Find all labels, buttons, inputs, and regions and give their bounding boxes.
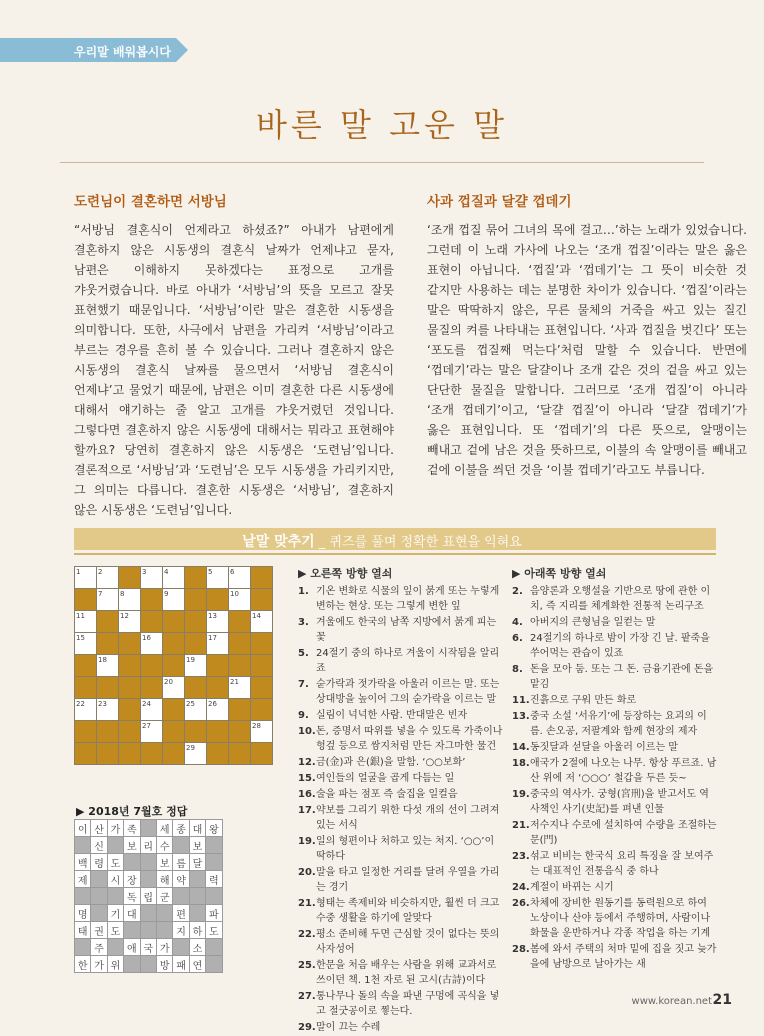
grid-block — [185, 589, 207, 611]
clue-number: 17. — [298, 805, 316, 816]
grid-cell[interactable]: 22 — [75, 699, 97, 721]
answer-cell: 가 — [91, 956, 107, 973]
clue-item — [512, 818, 718, 848]
article-right-body: ‘조개 껍질 묶어 그녀의 목에 걸고…’하는 노래가 있었습니다. 그런데 이 노래 가사에 나오는 ‘조개 껍질’이라는 말은 옳은 표현이 아닙니다. ‘껍질’과 ‘껍데기’는 그 뜻이 비슷한 것 같지만 사용하는 데는 분명한 차이가 있습니다. ‘껍질’이라는 말은 딱딱하지 않은, 무른 물체의 거죽을 싸고 있는 질긴 물질의 켜를 나타내는 표현입니다. ‘사과 껍질을 벗긴다’ 또는 ‘포도를 껍질째 먹는다’처럼 말할 수 있습니다. 반면에 ‘껍데기’라는 말은 달걀이나 조개 같은 것의 겉을 싸고 있는 단단한 물질을 말합니다. 그러므로 ‘조개 껍질’이 아니라 ‘조개 껍데기’이고, ‘달걀 껍질’이 아니라 ‘달걀 껍데기’가 옳은 표현입니다. 또 ‘껍데기’의 다른 뜻으로, 알맹이는 빼내고 겉에 남은 것을 뜻하므로, 이불의 속 알맹이를 빼내고 겉에 이불을 씌던 것을 ‘이불 껍데기’라고도 부릅니다. — [427, 223, 747, 477]
clue-text: 중국의 역사가. 궁형(宮刑)을 받고서도 역사책인 사기(史記)를 펴낸 인물 — [530, 789, 709, 815]
answer-title: ▶ 2018년 7월호 정답 — [76, 805, 188, 818]
clue-item — [512, 631, 718, 661]
answer-cell: 도 — [206, 922, 222, 939]
answer-cell: 종 — [173, 820, 189, 837]
clue-text: 금(金)과 은(銀)을 말함. ‘○○보화’ — [316, 757, 466, 768]
answer-cell: 수 — [156, 837, 172, 854]
article-right-heading: 사과 껍질과 달걀 껍데기 — [427, 194, 572, 210]
answer-cell — [173, 939, 189, 956]
answer-cell: 족 — [124, 820, 140, 837]
answer-cell — [140, 905, 156, 922]
clue-text: 실림이 넉넉한 사람. 반대말은 빈자 — [316, 710, 468, 721]
answer-cell — [206, 939, 222, 956]
grid-block — [119, 677, 141, 699]
grid-block — [119, 721, 141, 743]
grid-block — [163, 655, 185, 677]
grid-cell[interactable]: 27 — [141, 721, 163, 743]
answer-cell — [140, 956, 156, 973]
answer-cell: 독 — [124, 888, 140, 905]
answer-cell: 대 — [189, 820, 205, 837]
clue-text: 중국 소설 ‘서유기’에 등장하는 요괴의 이름. 손오공, 저팔계와 함께 현장의 제자 — [530, 711, 707, 737]
answer-cell: 시 — [107, 871, 123, 888]
answer-cell: 도 — [107, 922, 123, 939]
grid-block — [251, 743, 273, 765]
grid-block — [251, 677, 273, 699]
clue-item — [298, 989, 504, 1019]
grid-cell[interactable]: 5 — [207, 567, 229, 589]
grid-block — [207, 743, 229, 765]
article-right — [427, 190, 747, 480]
clue-item — [298, 958, 504, 988]
answer-cell — [156, 905, 172, 922]
clue-text: 저수지나 수로에 설치하여 수량을 조절하는 문(門) — [530, 820, 717, 846]
clue-number: 14. — [512, 742, 530, 753]
grid-cell[interactable]: 4 — [163, 567, 185, 589]
grid-cell[interactable]: 2 — [97, 567, 119, 589]
clue-text: 한문을 처음 배우는 사람을 위해 교과서로 쓰이던 책. 1천 자로 된 고시(古詩)이다 — [316, 960, 497, 986]
grid-cell[interactable]: 19 — [185, 655, 207, 677]
clue-item — [512, 584, 718, 614]
grid-block — [251, 567, 273, 589]
clue-text: 24절기 중의 하나로 겨울이 시작됨을 알리죠 — [316, 648, 500, 674]
grid-block — [229, 743, 251, 765]
clue-item — [298, 834, 504, 864]
grid-cell[interactable]: 23 — [97, 699, 119, 721]
clue-text: 아버지의 큰형님을 일컫는 말 — [530, 617, 656, 628]
answer-cell — [124, 854, 140, 871]
answer-cell: 해 — [156, 871, 172, 888]
clue-text: 동짓달과 섣달을 아울러 이르는 말 — [530, 742, 678, 753]
answer-cell — [189, 871, 205, 888]
grid-block — [141, 677, 163, 699]
clue-text: 술을 파는 점포 즉 술집을 일컬음 — [316, 789, 458, 800]
clue-text: 24절기의 하나로 밤이 가장 긴 날. 팥죽을 쑤어먹는 관습이 있죠 — [530, 633, 710, 659]
answer-cell — [75, 939, 91, 956]
grid-cell[interactable]: 16 — [141, 633, 163, 655]
grid-cell[interactable]: 29 — [185, 743, 207, 765]
clue-text: 평소 준비해 두면 근심할 것이 없다는 뜻의 사자성어 — [316, 929, 500, 955]
across-clues — [298, 566, 504, 1036]
grid-block — [229, 721, 251, 743]
answer-cell: 편 — [173, 905, 189, 922]
answer-cell: 약 — [173, 871, 189, 888]
grid-block — [185, 721, 207, 743]
answer-cell — [189, 888, 205, 905]
answer-cell: 대 — [124, 905, 140, 922]
grid-block — [163, 699, 185, 721]
clue-number: 13. — [512, 711, 530, 722]
grid-block — [185, 567, 207, 589]
section-tag: 우리말 배워봅시다 — [74, 45, 171, 59]
quiz-title: 낱말 맞추기 — [242, 534, 315, 550]
answer-cell: 국 — [140, 939, 156, 956]
clue-number: 29. — [298, 1022, 316, 1033]
answer-cell — [156, 922, 172, 939]
answer-cell: 보 — [156, 854, 172, 871]
answer-cell: 하 — [189, 922, 205, 939]
grid-block — [251, 633, 273, 655]
clue-item — [298, 724, 504, 754]
clue-item — [298, 615, 504, 645]
clue-text: 애국가 2절에 나오는 나무. 항상 푸르죠. 남산 위에 저 ‘○○○’ 철갑을 두른 듯~ — [530, 758, 717, 784]
grid-block — [97, 721, 119, 743]
grid-block — [229, 633, 251, 655]
grid-block — [75, 721, 97, 743]
clue-number: 28. — [512, 944, 530, 955]
grid-cell[interactable]: 10 — [229, 589, 251, 611]
grid-cell[interactable]: 26 — [207, 699, 229, 721]
article-left-heading: 도련님이 결혼하면 서방님 — [74, 194, 227, 210]
clue-item — [298, 677, 504, 707]
answer-cell — [91, 905, 107, 922]
grid-block — [163, 633, 185, 655]
article-left-body: “서방님 결혼식이 언제라고 하셨죠?” 아내가 남편에게 결혼하지 않은 시동생의 결혼식 날짜가 언제냐고 묻자, 남편은 이해하지 못하겠다는 표정으로 고개를 갸웃거렸습니다. 바로 아내가 ‘서방님’의 뜻을 모르고 잘못 표현했기 때문입니다. ‘서방님’이란 말은 결혼한 시동생을 의미합니다. 또한, 사극에서 남편을 가리켜 ‘서방님’이라고 부르는 경우를 흔히 볼 수 있습니다. 그러나 결혼하지 않은 시동생의 결혼식 날짜를 물으면서 ‘서방님 결혼식이 언제냐’고 물었기 때문에, 남편은 이미 결혼한 다른 시동생에 대해서 얘기하는 줄 알고 고개를 갸웃거렸던 것입니다. 그렇다면 결혼하지 않은 시동생에 대해서는 뭐라고 표현해야 할까요? 당연히 결혼하지 않은 시동생은 ‘도련님’입니다. 결론적으로 ‘서방님’과 ‘도련님’은 모두 시동생을 가리키지만, 그 의미는 다릅니다. 결혼한 시동생은 ‘서방님’, 결혼하지 않은 시동생은 ‘도련님’입니다. — [74, 223, 394, 517]
grid-block — [97, 743, 119, 765]
clue-text: 음양론과 오행설을 기반으로 땅에 관한 이치, 즉 지리를 체계화한 전통적 논리구조 — [530, 586, 711, 612]
grid-block — [207, 677, 229, 699]
grid-block — [75, 589, 97, 611]
clue-item — [298, 708, 504, 723]
clue-text: 겨울에도 한국의 남쪽 지방에서 붉게 피는 꽃 — [316, 617, 497, 643]
clue-number: 5. — [298, 648, 309, 659]
grid-block — [97, 611, 119, 633]
answer-cell: 패 — [173, 956, 189, 973]
clue-text: 계절이 바뀌는 시기 — [530, 882, 614, 893]
clue-number: 4. — [512, 617, 523, 628]
grid-cell[interactable]: 15 — [75, 633, 97, 655]
clue-number: 15. — [298, 773, 316, 784]
grid-block — [163, 611, 185, 633]
grid-block — [119, 699, 141, 721]
answer-cell: 도 — [107, 854, 123, 871]
clue-number: 18. — [512, 758, 530, 769]
across-head: ▶ 오른쪽 방향 열쇠 — [298, 567, 393, 580]
grid-block — [207, 655, 229, 677]
grid-block — [251, 655, 273, 677]
answer-cell: 산 — [91, 820, 107, 837]
clue-text: 형태는 족제비와 비슷하지만, 훨씬 더 크고 수중 생활을 하기에 알맞다 — [316, 898, 500, 924]
answer-cell: 이 — [75, 820, 91, 837]
grid-cell[interactable]: 24 — [141, 699, 163, 721]
answer-cell — [140, 820, 156, 837]
clue-item — [512, 756, 718, 786]
clue-item — [298, 771, 504, 786]
grid-cell[interactable]: 17 — [207, 633, 229, 655]
grid-block — [185, 611, 207, 633]
clue-item — [298, 803, 504, 833]
clue-number: 20. — [298, 867, 316, 878]
grid-block — [75, 655, 97, 677]
clue-number: 12. — [298, 757, 316, 768]
grid-block — [185, 677, 207, 699]
clue-text: 봄에 와서 주택의 처마 밑에 집을 짓고 늦가을에 남방으로 날아가는 새 — [530, 944, 717, 970]
answer-cell: 애 — [124, 939, 140, 956]
clue-item — [298, 646, 504, 676]
grid-block — [229, 655, 251, 677]
grid-block — [119, 633, 141, 655]
grid-block — [119, 567, 141, 589]
clue-text: 약보를 그리기 위한 다섯 개의 선이 그려져 있는 서식 — [316, 805, 500, 831]
answer-cell: 령 — [91, 854, 107, 871]
answer-cell: 한 — [75, 956, 91, 973]
clue-item — [512, 787, 718, 817]
grid-block — [75, 743, 97, 765]
answer-cell: 신 — [91, 837, 107, 854]
grid-block — [141, 655, 163, 677]
answer-cell — [107, 837, 123, 854]
quiz-title-bar — [0, 531, 764, 551]
answer-cell: 소 — [189, 939, 205, 956]
answer-cell: 왕 — [206, 820, 222, 837]
answer-cell — [206, 888, 222, 905]
clue-item — [298, 787, 504, 802]
grid-cell[interactable]: 18 — [97, 655, 119, 677]
grid-block — [119, 743, 141, 765]
grid-cell[interactable]: 6 — [229, 567, 251, 589]
grid-cell[interactable]: 3 — [141, 567, 163, 589]
clue-text: 통나무나 돌의 속을 파낸 구멍에 곡식을 넣고 절굿공이로 찧는다. — [316, 991, 500, 1017]
clue-number: 7. — [298, 679, 309, 690]
clue-number: 3. — [298, 617, 309, 628]
down-head: ▶ 아래쪽 방향 열쇠 — [512, 567, 607, 580]
grid-block — [229, 611, 251, 633]
clue-number: 16. — [298, 789, 316, 800]
clue-text: 숟가락과 젓가락을 아울러 이르는 말. 또는 상대방을 높이어 그의 숟가락을 이르는 말 — [316, 679, 500, 705]
clue-number: 10. — [298, 726, 316, 737]
answer-cell: 립 — [140, 888, 156, 905]
answer-cell — [124, 956, 140, 973]
answer-cell — [173, 888, 189, 905]
grid-cell[interactable]: 11 — [75, 611, 97, 633]
grid-cell[interactable]: 8 — [119, 589, 141, 611]
grid-block — [251, 589, 273, 611]
grid-cell[interactable]: 14 — [251, 611, 273, 633]
clue-number: 23. — [512, 851, 530, 862]
clue-item — [298, 755, 504, 770]
clue-item — [512, 709, 718, 739]
grid-block — [163, 743, 185, 765]
clue-number: 6. — [512, 633, 523, 644]
grid-block — [97, 677, 119, 699]
crossword-grid — [74, 566, 273, 765]
clue-number: 9. — [298, 710, 309, 721]
answer-cell: 름 — [173, 854, 189, 871]
clue-item — [512, 880, 718, 895]
quiz-divider — [74, 553, 716, 555]
answer-cell — [140, 922, 156, 939]
grid-block — [207, 721, 229, 743]
answer-cell: 가 — [107, 820, 123, 837]
grid-block — [229, 699, 251, 721]
answer-cell — [91, 871, 107, 888]
grid-block — [97, 633, 119, 655]
grid-block — [75, 677, 97, 699]
answer-cell: 파 — [206, 905, 222, 922]
grid-block — [185, 633, 207, 655]
answer-cell: 장 — [124, 871, 140, 888]
answer-cell: 보 — [124, 837, 140, 854]
title-divider — [60, 162, 704, 163]
answer-cell — [140, 871, 156, 888]
answer-cell: 군 — [156, 888, 172, 905]
answer-cell: 지 — [173, 922, 189, 939]
clue-number: 22. — [298, 929, 316, 940]
clue-text: 일의 형편이나 처하고 있는 처지. ‘○○’이 딱하다 — [316, 836, 495, 862]
clue-number: 11. — [512, 695, 530, 706]
answer-cell — [107, 939, 123, 956]
grid-block — [163, 721, 185, 743]
answer-cell — [75, 888, 91, 905]
grid-block — [141, 743, 163, 765]
grid-cell[interactable]: 28 — [251, 721, 273, 743]
grid-cell[interactable]: 1 — [75, 567, 97, 589]
clue-text: 섞고 비비는 한국식 요리 특징을 잘 보여주는 대표적인 전통음식 중 하나 — [530, 851, 714, 877]
clue-item — [298, 927, 504, 957]
clue-item — [512, 849, 718, 879]
clue-number: 25. — [298, 960, 316, 971]
answer-cell — [140, 854, 156, 871]
grid-cell[interactable]: 21 — [229, 677, 251, 699]
clue-number: 2. — [512, 586, 523, 597]
clue-number: 19. — [298, 836, 316, 847]
clue-item — [512, 693, 718, 708]
grid-cell[interactable]: 20 — [163, 677, 185, 699]
grid-block — [141, 589, 163, 611]
answer-cell: 연 — [189, 956, 205, 973]
clue-item — [512, 896, 718, 941]
answer-cell: 권 — [91, 922, 107, 939]
clue-number: 21. — [298, 898, 316, 909]
clue-number: 21. — [512, 820, 530, 831]
answer-grid — [74, 819, 223, 973]
grid-cell[interactable]: 25 — [185, 699, 207, 721]
clue-text: 말이 끄는 수레 — [316, 1022, 381, 1033]
answer-cell: 주 — [91, 939, 107, 956]
grid-block — [119, 655, 141, 677]
answer-cell: 보 — [189, 837, 205, 854]
clue-number: 24. — [512, 882, 530, 893]
answer-cell: 명 — [75, 905, 91, 922]
clue-item — [298, 896, 504, 926]
answer-cell: 위 — [107, 956, 123, 973]
clue-text: 기온 변화로 식물의 잎이 붉게 또는 누렇게 변하는 현상. 또는 그렇게 변한 잎 — [316, 586, 500, 612]
answer-cell — [124, 922, 140, 939]
grid-block — [251, 699, 273, 721]
down-clues — [512, 566, 718, 973]
clue-item — [512, 942, 718, 972]
clue-number: 1. — [298, 586, 309, 597]
clue-number: 27. — [298, 991, 316, 1002]
page-title: 바른 말 고운 말 — [256, 106, 508, 144]
grid-block — [141, 611, 163, 633]
grid-cell[interactable]: 13 — [207, 611, 229, 633]
clue-item — [512, 615, 718, 630]
clue-text: 진흙으로 구워 만든 화로 — [530, 695, 637, 706]
answer-cell — [206, 956, 222, 973]
answer-cell: 력 — [206, 871, 222, 888]
answer-cell: 방 — [156, 956, 172, 973]
grid-cell[interactable]: 12 — [119, 611, 141, 633]
answer-cell: 태 — [75, 922, 91, 939]
answer-cell: 세 — [156, 820, 172, 837]
clue-item — [298, 584, 504, 614]
answer-cell: 달 — [189, 854, 205, 871]
clue-item — [298, 1020, 504, 1035]
clue-number: 26. — [512, 898, 530, 909]
answer-cell — [107, 888, 123, 905]
clue-text: 여인들의 얼굴을 곱게 다듬는 일 — [316, 773, 455, 784]
answer-cell — [189, 905, 205, 922]
grid-cell[interactable]: 7 — [97, 589, 119, 611]
answer-cell — [91, 888, 107, 905]
answer-cell: 제 — [75, 871, 91, 888]
clue-text: 차체에 장비한 원동기를 동력원으로 하여 노상이나 산야 등에서 주행하며, 사람이나 화물을 운반하거나 각종 작업을 하는 기계 — [530, 898, 711, 939]
quiz-subtitle: _ 퀴즈를 풀며 정확한 표현을 익혀요 — [318, 535, 522, 550]
answer-cell — [206, 837, 222, 854]
footer-url: www.korean.net — [631, 996, 712, 1007]
answer-cell — [206, 854, 222, 871]
clue-item — [512, 740, 718, 755]
answer-cell: 가 — [156, 939, 172, 956]
clue-number: 19. — [512, 789, 530, 800]
answer-cell — [173, 837, 189, 854]
answer-cell: 백 — [75, 854, 91, 871]
page-number: 21 — [712, 992, 732, 1008]
answer-cell: 기 — [107, 905, 123, 922]
clue-item — [512, 662, 718, 692]
clue-number: 8. — [512, 664, 523, 675]
clue-item — [298, 865, 504, 895]
clue-text: 돈, 증명서 따위를 넣을 수 있도록 가죽이나 헝겊 등으로 쌈지처럼 만든 자그마한 물건 — [316, 726, 503, 752]
grid-block — [207, 589, 229, 611]
article-left — [74, 190, 394, 520]
clue-text: 돈을 모아 둠. 또는 그 돈. 금융기관에 돈을 맡김 — [530, 664, 714, 690]
clue-text: 말을 타고 일정한 거리를 달려 우열을 가리는 경기 — [316, 867, 500, 893]
answer-cell — [75, 837, 91, 854]
answer-cell: 리 — [140, 837, 156, 854]
grid-cell[interactable]: 9 — [163, 589, 185, 611]
